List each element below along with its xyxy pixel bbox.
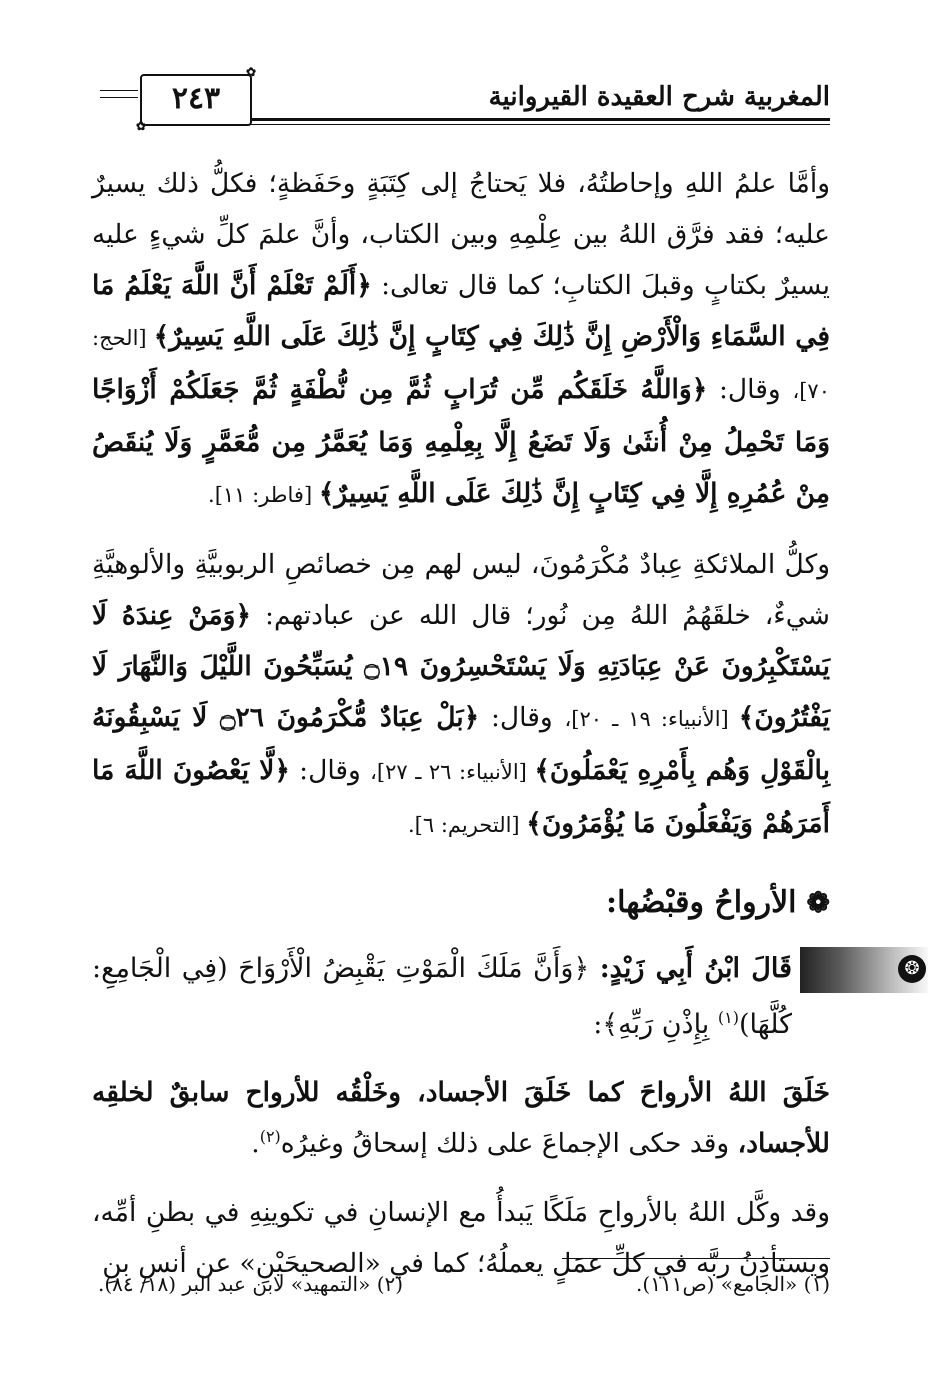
page-number-box (136, 65, 256, 133)
text: . (251, 1128, 260, 1159)
header-left-rules (100, 90, 138, 104)
section-title: الأرواحُ وقبْضُها: (606, 884, 797, 920)
ornament-icon: ✿ (136, 119, 147, 133)
matn-quote: بِإِذْنِ رَبِّهِ﴾: (593, 1009, 718, 1040)
quran-verse: ﴿أَلَمْ تَعْلَمْ أَنَّ اللَّهَ يَعْلَمُ مَا فِي السَّمَاءِ وَالْأَرْضِ إِنَّ ذَٰلِكَ فِي كِتَابٍ إِنَّ ذَٰلِكَ عَلَى اللَّهِ يَسِيرٌ﴾ (92, 270, 830, 352)
text: وقال: (479, 702, 565, 733)
quran-verse: ﴿بَلْ عِبَادٌ مُّكْرَمُونَ ۝٢٦ لَا يَسْبِقُونَهُ بِالْقَوْلِ وَهُم بِأَمْرِهِ يَعْمَلُونَ﴾ (92, 702, 831, 786)
paragraph-souls (92, 1067, 830, 1169)
verse-reference: [الأنبياء: ٢٦ ـ ٢٧]، (370, 760, 535, 784)
footnote-2: (٢) «التمهيد» لابن عبد البر (١٨/ ٨٤). (98, 1272, 404, 1296)
book-title: المغربية شرح العقيدة القيروانية (488, 82, 830, 112)
text: وقال: (289, 755, 371, 786)
footnote-1: (١) «الجامع» (ص١١١). (636, 1272, 830, 1296)
footnote-marker: (١) (717, 1008, 739, 1027)
matn-badge-icon: ❂ (898, 955, 926, 983)
quran-verse: ﴿وَمَنْ عِندَهُ لَا يَسْتَكْبِرُونَ عَنْ عِبَادَتِهِ وَلَا يَسْتَحْسِرُونَ ۝١٩ يُسَبِّحُونَ اللَّيْلَ وَالنَّهَارَ لَا يَفْتُرُونَ﴾ (92, 600, 830, 733)
matn-speaker: قَالَ ابْنُ أَبِي زَيْدٍ: (599, 953, 792, 984)
verse-reference: [فاطر: ١١]. (208, 483, 319, 507)
matn-text (92, 941, 830, 1053)
quran-verse: ﴿لَّا يَعْصُونَ اللَّهَ مَا أَمَرَهُمْ وَيَفْعَلُونَ مَا يُؤْمَرُونَ﴾ (92, 755, 830, 839)
text: وقد حكى الإجماعَ على ذلك إسحاقُ وغيرُه (280, 1128, 738, 1159)
text: وأمَّا علمُ اللهِ وإحاطتُهُ، فلا يَحتاجُ إلى كِتَبَةٍ وحَفَظةٍ؛ فكلُّ ذلك يسيرٌ عليه؛ فقد فرَّق اللهُ بين عِلْمِهِ وبين الكتاب، وأنَّ علمَ كلِّ شيءٍ عليه يسيرٌ بكتابٍ وقبلَ الكتابِ؛ كما قال تعالى: (92, 168, 830, 301)
paragraph-knowledge (92, 158, 830, 521)
paragraph-angels (92, 539, 830, 851)
paragraph-angel-of-souls: وقد وكَّل اللهُ بالأرواحِ مَلَكًا يَبدأُ مع الإنسانِ في تكوينِهِ في بطنِ أمِّه، ويستأذِنُ ربَّه في كلِّ عمَلٍ يعملُهُ؛ كما في «الصحيحَيْنِ» عن أنسِ بنِ (92, 1197, 830, 1279)
matn-band (800, 947, 928, 993)
text: وكلُّ الملائكةِ عِبادٌ مُكْرَمُونَ، ليس لهم مِن خصائصِ الربوبيَّةِ والألوهيَّةِ شيءٌ، خلقَهُمُ اللهُ مِن نُور؛ قال الله عن عبادتهم: (92, 549, 831, 631)
verse-reference: [التحريم: ٦]. (407, 813, 527, 837)
footnotes (92, 1272, 830, 1296)
verse-reference: [الأنبياء: ١٩ ـ ٢٠]، (564, 707, 739, 731)
page-body (92, 158, 920, 1289)
running-header (100, 65, 830, 133)
page-number: ٢٤٣ (171, 81, 221, 116)
ornament-icon: ✿ (245, 65, 256, 79)
header-rule-thin (250, 124, 830, 125)
footnote-rule (562, 1258, 830, 1259)
quran-verse: ﴿وَاللَّهُ خَلَقَكُم مِّن تُرَابٍ ثُمَّ مِن نُّطْفَةٍ ثُمَّ جَعَلَكُمْ أَزْوَاجًا وَمَا تَحْمِلُ مِنْ أُنثَىٰ وَلَا تَضَعُ إِلَّا بِعِلْمِهِ وَمَا يُعَمَّرُ مِن مُّعَمَّرٍ وَلَا يُنقَصُ مِنْ عُمُرِهِ إِلَّا فِي كِتَابٍ إِنَّ ذَٰلِكَ عَلَى اللَّهِ يَسِيرٌ﴾ (92, 374, 830, 509)
matn-quote: ﴿وَأَنَّ مَلَكَ الْمَوْتِ يَقْبِضُ الْأَرْوَاحَ (فِي الْجَامِعِ: كُلَّهَا) (92, 953, 792, 1040)
verse-reference: [الحج: ٧٠]، (92, 326, 830, 403)
matn-block (92, 941, 920, 1053)
flower-icon: ❁ (806, 885, 830, 919)
text: وقال: (707, 374, 793, 405)
header-rule (250, 118, 830, 121)
section-heading (92, 873, 830, 931)
footnote-marker: (٢) (259, 1127, 281, 1147)
bold-statement: خَلَقَ اللهُ الأرواحَ كما خَلَقَ الأجساد، وخَلْقُه للأرواح سابقٌ لخلقِه للأجساد، (92, 1077, 830, 1159)
